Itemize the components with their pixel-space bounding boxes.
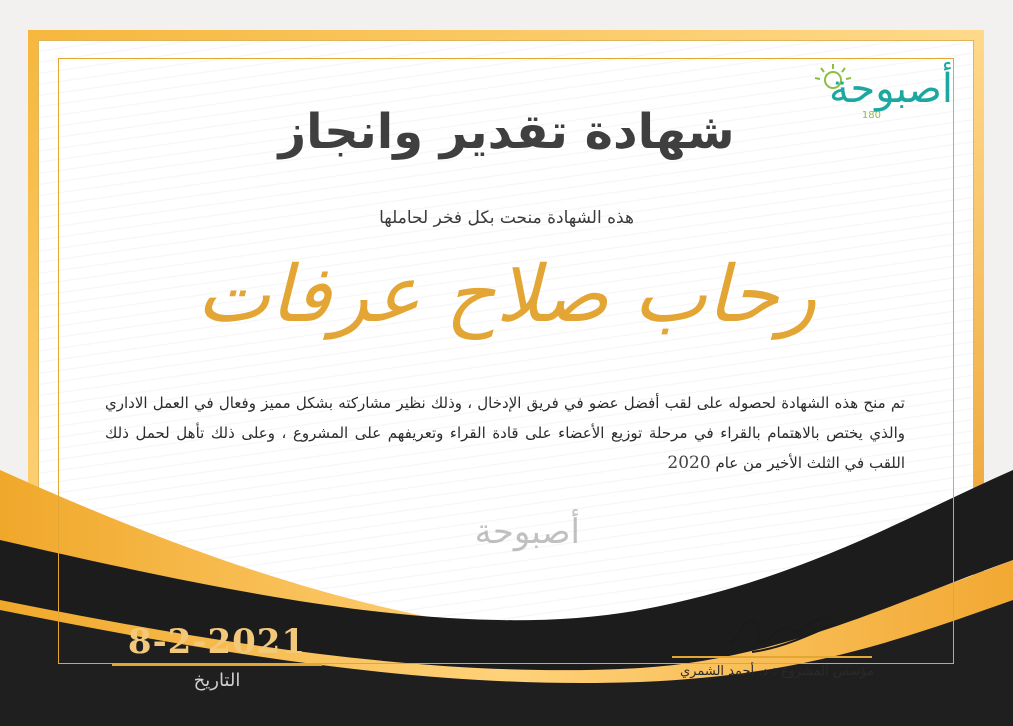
body-year: 2020 (667, 453, 711, 473)
date-label: التاريخ (193, 670, 241, 691)
certificate-subtitle: هذه الشهادة منحت بكل فخر لحاملها (379, 208, 634, 228)
certificate-body (105, 388, 905, 478)
watermark-text: أصبوحة (474, 512, 580, 552)
logo-text: أصبوحة (829, 66, 953, 112)
date-block (112, 622, 322, 691)
certificate-title: شهادة تقدير وانجاز (278, 104, 735, 160)
date-rule (112, 664, 322, 666)
date-value: 8-2-2021 (127, 622, 307, 662)
signature-icon (722, 604, 842, 660)
signature-block (672, 604, 892, 684)
body-text: تم منح هذه الشهادة لحصوله على لقب أفضل عضو في فريق الإدخال ، وذلك نظير مشاركته بشكل مميز وفعال في العمل الاداري والذي يختص بالاهتمام بالقراء في مرحلة توزيع الأعضاء على قادة القراء وتعريفهم على المشروع ، وعلى ذلك تأهل لحمل ذلك اللقب في الثلث الأخير من عام (105, 394, 905, 472)
logo-number: 180 (861, 110, 881, 121)
watermark-logo (470, 512, 580, 582)
recipient-name: رحاب صلاح عرفات (196, 250, 817, 340)
signature-rule (672, 656, 872, 658)
signature-label: مؤسس المشروع : د. أحمد الشمري (679, 664, 875, 679)
